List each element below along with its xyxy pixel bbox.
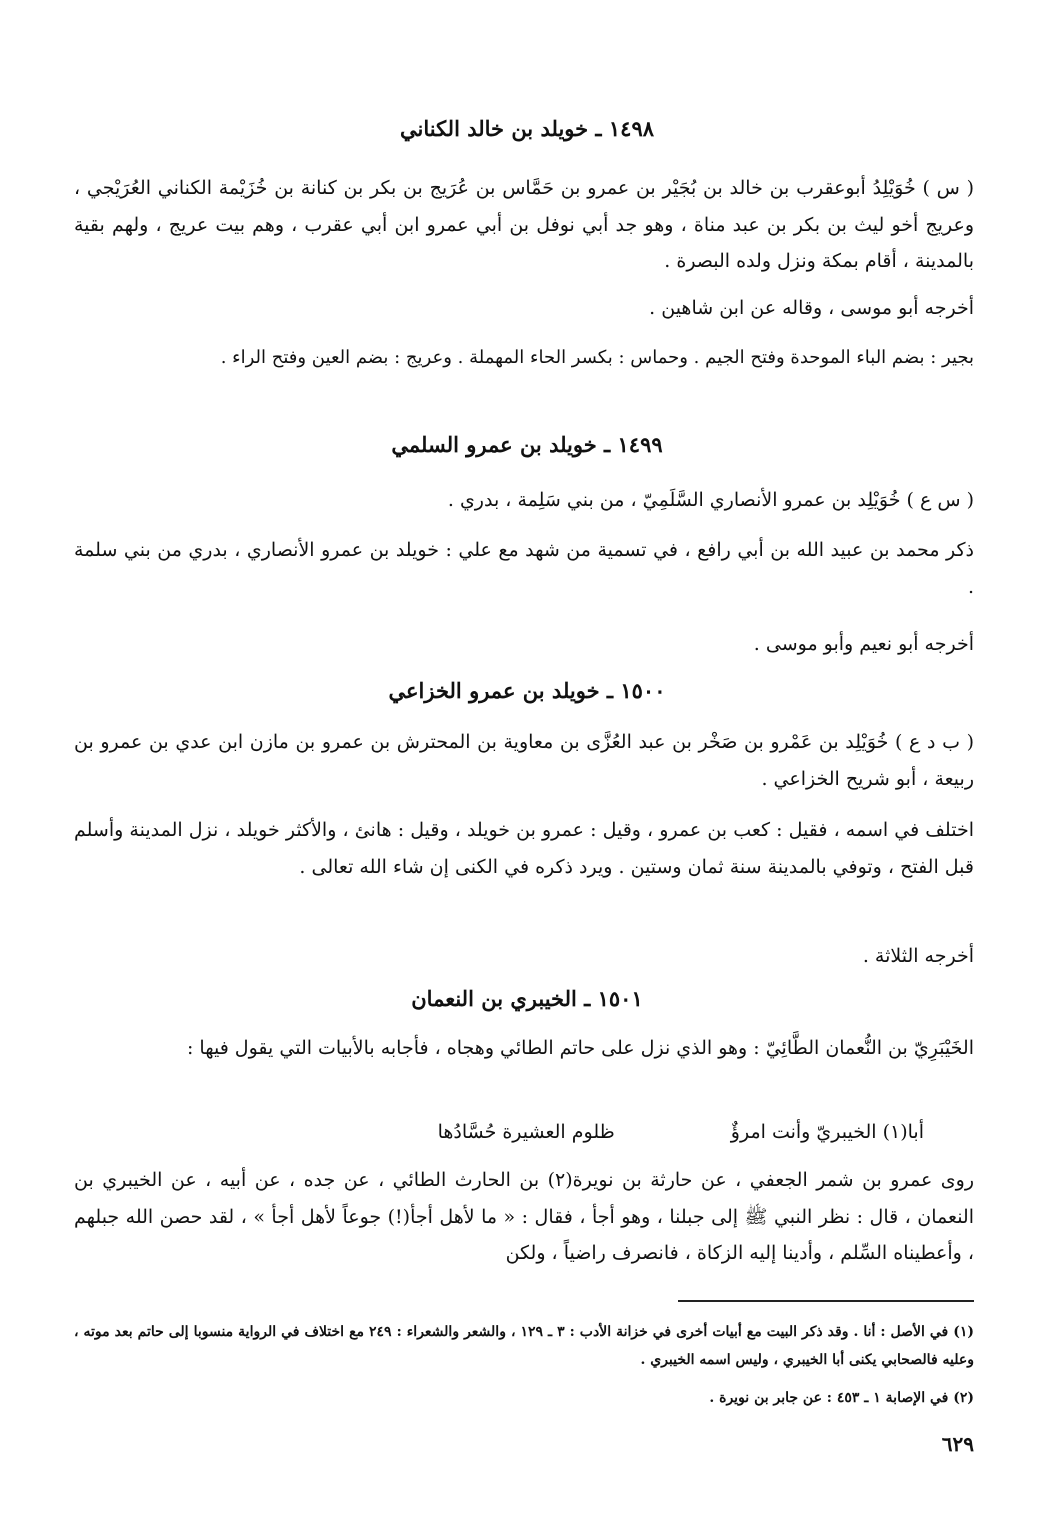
entry-body-1501: الخَيْبَرِيّ بن النُّعمان الطَّائِيّ : وهو الذي نزل على حاتم الطائي وهجاه ، فأجابه بالأبيات التي يقول فيها : (186, 1037, 974, 1059)
entry-heading-1499: ١٤٩٩ ـ خويلد بن عمرو السلمي (391, 432, 663, 457)
entry-note-1498: بجير : بضم الباء الموحدة وفتح الجيم . وحماس : بكسر الحاء المهملة . وعريج : بضم العين وفتح الراء . (220, 347, 974, 368)
entry-heading-1501: ١٥٠١ ـ الخيبري بن النعمان (411, 986, 643, 1011)
verse-first-hemistich: أبا(١) الخيبريّ وأنت امرؤٌ (730, 1121, 924, 1143)
footnote-2: (٢) في الإصابة ١ ـ ٤٥٣ : عن جابر بن نويرة . (709, 1390, 974, 1406)
entry-text-1499: ذكر محمد بن عبيد الله بن أبي رافع ، في تسمية من شهد مع علي : خويلد بن عمرو الأنصاري ، بدري من بني سلمة . (74, 539, 974, 598)
entry-body-1500: ( ب د ع ) خُوَيْلِد بن عَمْرو بن صَخْر بن عبد العُزَّى بن معاوية بن المحترش بن عمرو بن مازن ابن عدي بن عمرو بن ربيعة ، أبو شريح الخزاعي . (74, 731, 974, 790)
footnote-divider (678, 1300, 974, 1302)
page-number: ٦٢٩ (941, 1432, 974, 1456)
entry-source-1500: أخرجه الثلاثة . (862, 945, 974, 967)
footnote-1: (١) في الأصل : أنا . وقد ذكر البيت مع أبيات أخرى في خزانة الأدب : ٣ ـ ١٢٩ ، والشعر والشعراء : ٢٤٩ مع اختلاف في الرواية منسوبا إلى حاتم بعد موته ، وعليه فالصحابي يكنى أبا الخيبري ، وليس اسمه الخيبري . (74, 1324, 975, 1368)
entry-heading-1500: ١٥٠٠ ـ خويلد بن عمرو الخزاعي (388, 678, 666, 703)
entry-heading-1498: ١٤٩٨ ـ خويلد بن خالد الكناني (399, 116, 655, 141)
entry-body-1499: ( س ع ) خُوَيْلِد بن عمرو الأنصاري السَّلَمِيّ ، من بني سَلِمة ، بدري . (447, 489, 974, 511)
verse-line (74, 1114, 974, 1150)
entry-body-1498: ( س ) خُوَيْلِدُ أبوعقرب بن خالد بن بُجَيْر بن عمرو بن حَمَّاس بن عُرَيج بن بكر بن كنانة بن خُزَيْمة الكناني العُرَيْجي ، وعريج أخو ليث بن بكر بن عبد مناة ، وهو جد أبي نوفل بن أبي عمرو ابن أبي عقرب ، وهم بيت عريج ، ولهم بقية بالمدينة ، أقام بمكة ونزل ولده البصرة . (74, 177, 974, 272)
entry-narration-1501: روى عمرو بن شمر الجعفي ، عن حارثة بن نويرة(٢) بن الحارث الطائي ، عن جده ، عن أبيه ، عن الخيبري بن النعمان ، قال : نظر النبي ﷺ إلى جبلنا ، وهو أجأ ، فقال : « ما لأهل أجأ(!) جوعاً لأهل أجأ » ، لقد حصن الله جبلهم ، وأعطيناه السِّلم ، وأدينا إليه الزكاة ، فانصرف راضياً ، ولكن (74, 1169, 974, 1264)
entry-text-1500: اختلف في اسمه ، فقيل : كعب بن عمرو ، وقيل : عمرو بن خويلد ، وقيل : هانئ ، والأكثر خويلد ، نزل المدينة وأسلم قبل الفتح ، وتوفي بالمدينة سنة ثمان وستين . ويرد ذكره في الكنى إن شاء الله تعالى . (74, 819, 974, 878)
verse-second-hemistich: ظلوم العشيرة حُسَّادُها (437, 1121, 615, 1143)
entry-source-1498: أخرجه أبو موسى ، وقاله عن ابن شاهين . (649, 297, 974, 319)
entry-source-1499: أخرجه أبو نعيم وأبو موسى . (753, 633, 974, 655)
